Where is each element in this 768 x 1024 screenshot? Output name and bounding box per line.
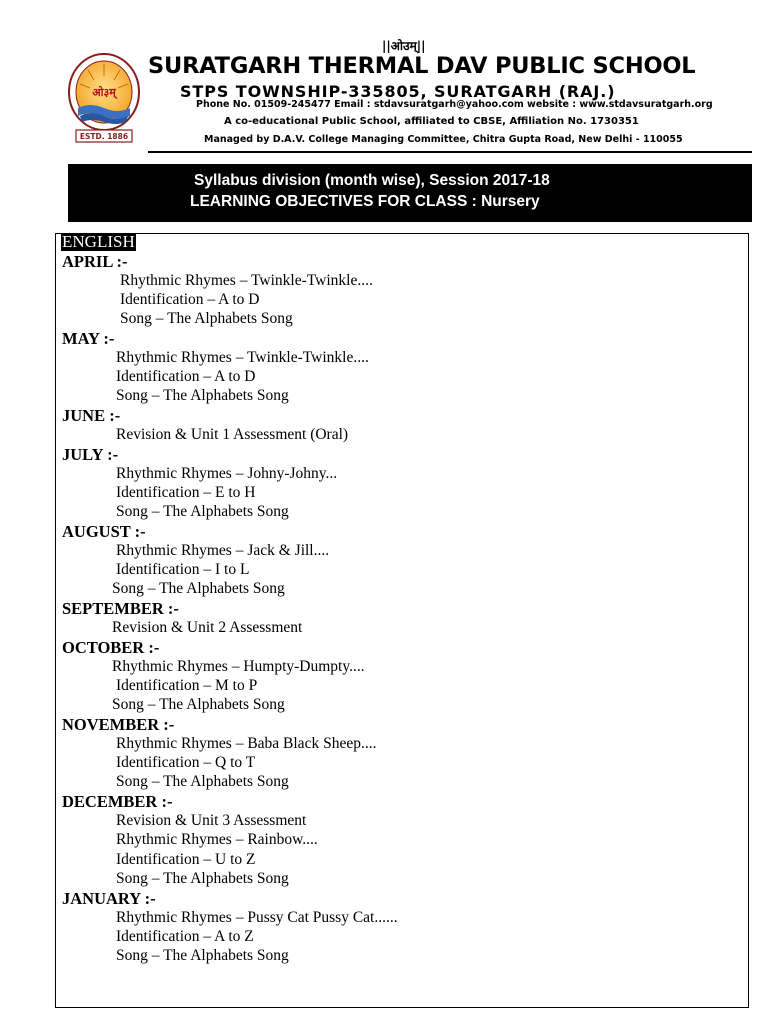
- list-item: Identification – E to H: [116, 484, 256, 501]
- school-name: SURATGARH THERMAL DAV PUBLIC SCHOOL: [148, 53, 696, 79]
- month-heading: DECEMBER :-: [62, 792, 173, 811]
- list-item: Rhythmic Rhymes – Jack & Jill....: [116, 542, 330, 559]
- list-item: Song – The Alphabets Song: [120, 310, 293, 327]
- list-item: Rhythmic Rhymes – Twinkle-Twinkle....: [116, 349, 369, 366]
- management-line: Managed by D.A.V. College Managing Committee, Chitra Gupta Road, New Delhi - 110055: [204, 134, 683, 145]
- subject-heading: ENGLISH: [62, 232, 135, 251]
- school-logo: [66, 50, 142, 146]
- logo-estd-text: ESTD. 1886: [79, 132, 129, 141]
- contact-line: Phone No. 01509-245477 Email : stdavsuratgarh@yahoo.com website : www.stdavsuratgarh.org: [196, 99, 713, 110]
- month-heading: MAY :-: [62, 329, 115, 348]
- month-heading: SEPTEMBER :-: [62, 599, 179, 618]
- affiliation-line: A co-educational Public School, affiliated to CBSE, Affiliation No. 1730351: [224, 116, 639, 127]
- list-item: Rhythmic Rhymes – Johny-Johny...: [116, 465, 338, 482]
- banner-class-line: LEARNING OBJECTIVES FOR CLASS : Nursery: [190, 193, 540, 210]
- list-item: Song – The Alphabets Song: [116, 387, 289, 404]
- list-item: Song – The Alphabets Song: [116, 870, 289, 887]
- list-item: Rhythmic Rhymes – Twinkle-Twinkle....: [120, 272, 373, 289]
- list-item: Rhythmic Rhymes – Baba Black Sheep....: [116, 735, 377, 752]
- month-heading: JUNE :-: [62, 406, 121, 425]
- list-item: Identification – A to D: [116, 368, 256, 385]
- list-item: Revision & Unit 2 Assessment: [112, 619, 303, 636]
- list-item: Revision & Unit 3 Assessment: [116, 812, 307, 829]
- list-item: Rhythmic Rhymes – Humpty-Dumpty....: [112, 658, 365, 675]
- list-item: Song – The Alphabets Song: [112, 580, 285, 597]
- list-item: Identification – M to P: [116, 677, 258, 694]
- list-item: Rhythmic Rhymes – Rainbow....: [116, 831, 318, 848]
- list-item: Identification – A to Z: [116, 928, 254, 945]
- list-item: Song – The Alphabets Song: [116, 503, 289, 520]
- syllabus-banner: [68, 164, 752, 222]
- list-item: Identification – Q to T: [116, 754, 256, 771]
- school-address: STPS TOWNSHIP-335805, SURATGARH (RAJ.): [180, 82, 616, 101]
- month-heading: JULY :-: [62, 445, 119, 464]
- month-heading: NOVEMBER :-: [62, 715, 175, 734]
- list-item: Identification – U to Z: [116, 851, 256, 868]
- letterhead: [0, 0, 768, 160]
- list-item: Identification – A to D: [120, 291, 260, 308]
- list-item: Rhythmic Rhymes – Pussy Cat Pussy Cat......: [116, 909, 398, 926]
- month-heading: JANUARY :-: [62, 889, 156, 908]
- month-heading: OCTOBER :-: [62, 638, 160, 657]
- list-item: Revision & Unit 1 Assessment (Oral): [116, 426, 349, 443]
- month-heading: APRIL :-: [62, 252, 128, 271]
- om-heading: ||ओउम्||: [382, 39, 426, 53]
- list-item: Song – The Alphabets Song: [112, 696, 285, 713]
- logo-om-text: ओ३म्: [92, 86, 116, 99]
- list-item: Song – The Alphabets Song: [116, 773, 289, 790]
- month-heading: AUGUST :-: [62, 522, 146, 541]
- list-item: Song – The Alphabets Song: [116, 947, 289, 964]
- header-divider: [148, 151, 752, 153]
- list-item: Identification – I to L: [116, 561, 250, 578]
- banner-session-line: Syllabus division (month wise), Session 2017-18: [194, 172, 550, 189]
